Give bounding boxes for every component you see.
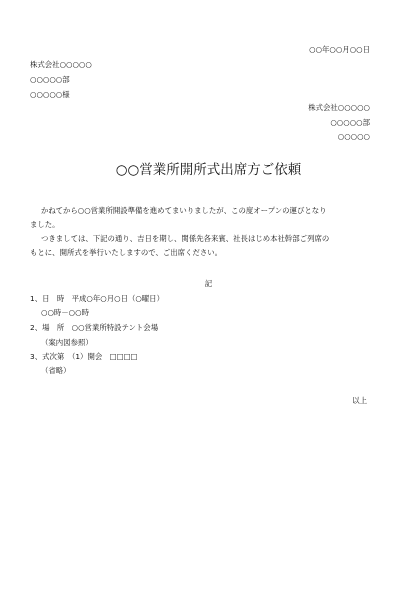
item-program: 3、式次第 （1）開会 □□□□ <box>30 352 138 361</box>
sender-department: ○○○○○部 <box>330 118 370 127</box>
ki-heading: 記 <box>204 279 213 288</box>
recipient-company: 株式会社○○○○○ <box>30 60 92 69</box>
body-paragraph-2-line-2: もとに、開所式を挙行いたしますので、ご出席ください。 <box>30 248 223 257</box>
sender-person: ○○○○○ <box>337 132 370 141</box>
recipient-person: ○○○○○様 <box>30 90 70 99</box>
recipient-department: ○○○○○部 <box>30 75 70 84</box>
item-date-time: 1、日 時 平成○年○月○日（○曜日） <box>30 294 164 303</box>
sender-company: 株式会社○○○○○ <box>308 103 370 112</box>
letter-title: ○○営業所開所式出席方ご依頼 <box>115 162 302 178</box>
item-location-detail: （案内図参照） <box>41 338 93 347</box>
body-paragraph-2-line-1: つきましては、下記の通り、吉日を期し、関係先各来賓、社長はじめ本社幹部ご列席の <box>41 234 330 243</box>
item-location: 2、場 所 ○○営業所特設テント会場 <box>30 323 159 332</box>
body-paragraph-1-line-2: ました。 <box>30 220 60 229</box>
body-paragraph-1-line-1: かねてから○○営業所開設準備を進めてまいりましたが、この度オープンの運びとなり <box>41 206 327 215</box>
letter-date: ○○年○○月○○日 <box>309 45 370 54</box>
item-program-detail: （省略） <box>41 366 71 375</box>
closing-ijou: 以上 <box>352 396 367 405</box>
item-date-time-detail: ○○時－○○時 <box>41 308 89 317</box>
